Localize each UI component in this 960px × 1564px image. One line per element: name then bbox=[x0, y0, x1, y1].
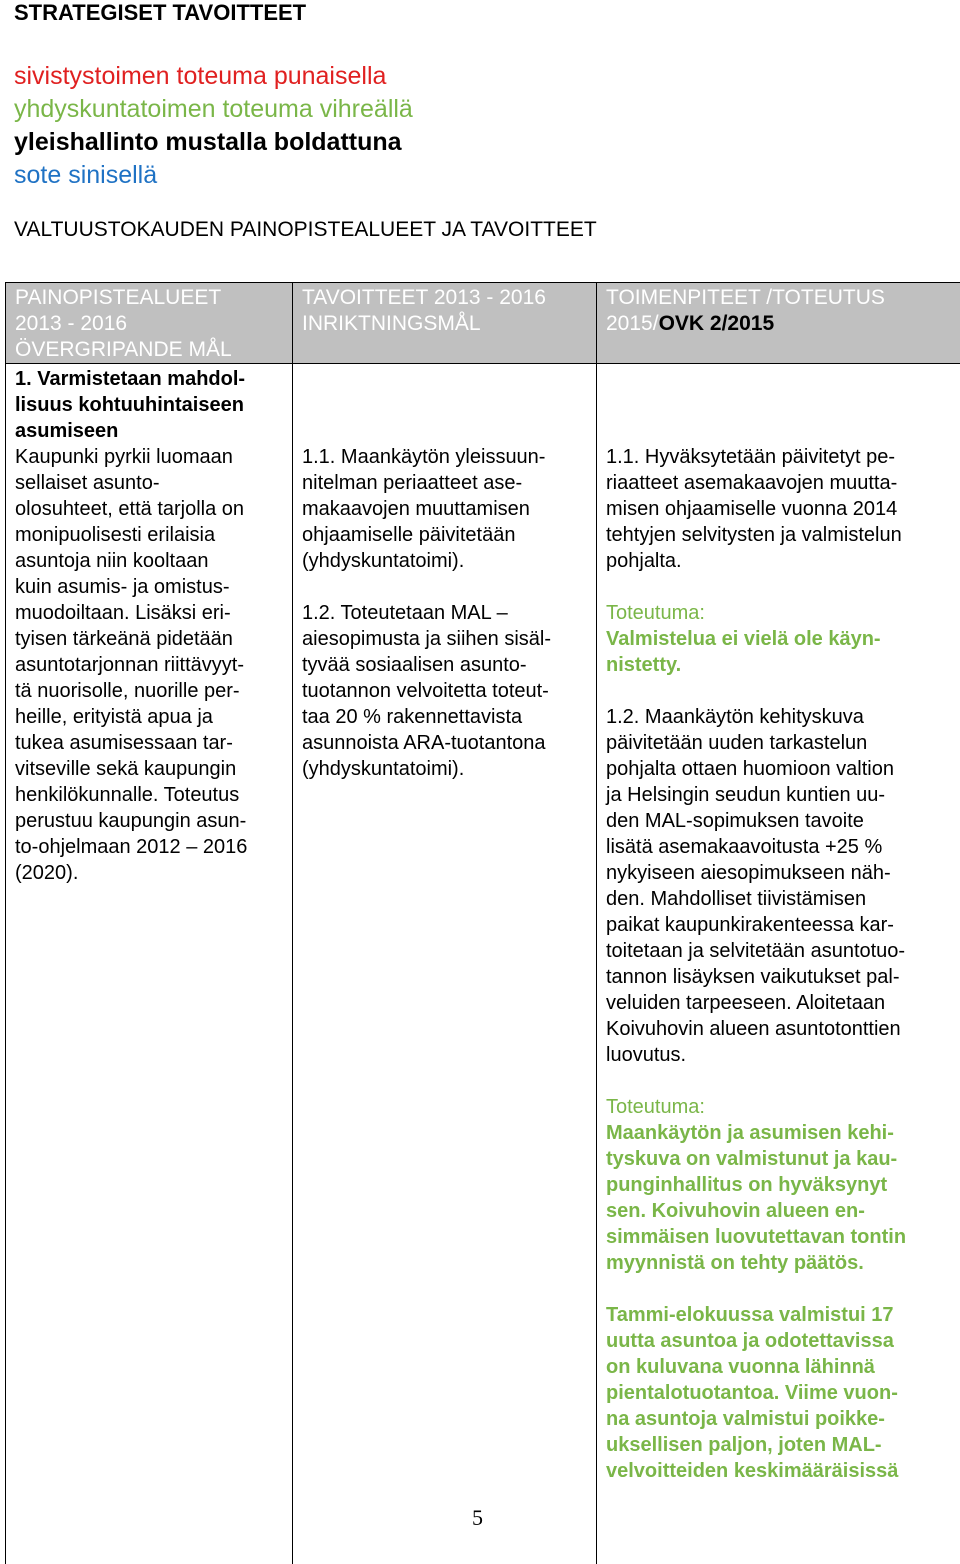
text-line: asuntoja niin kooltaan bbox=[15, 548, 286, 574]
text-line: ja Helsingin seudun kuntien uu- bbox=[606, 782, 954, 808]
text-line: päivitetään uuden tarkastelun bbox=[606, 730, 954, 756]
text-line: kuin asumis- ja omistus- bbox=[15, 574, 286, 600]
text-line: lisuus kohtuuhintaiseen bbox=[15, 392, 286, 418]
text-line: nitelman periaatteet ase- bbox=[302, 470, 590, 496]
text-line: tannon lisäyksen vaikutukset pal- bbox=[606, 964, 954, 990]
legend-line-yhdyskuntatoimi: yhdyskuntatoimen toteuma vihreällä bbox=[14, 93, 413, 126]
text-line: simmäisen luovutettavan tontin bbox=[606, 1224, 954, 1250]
header-line: PAINOPISTEALUEET bbox=[15, 285, 284, 311]
text-line: asuntotarjonnan riittävyyt- bbox=[15, 652, 286, 678]
text-line: taa 20 % rakennettavista bbox=[302, 704, 590, 730]
action-1-1 bbox=[606, 444, 954, 574]
header-line: TAVOITTEET 2013 - 2016 bbox=[302, 285, 588, 311]
action-1-2 bbox=[606, 704, 954, 1068]
cell-painopistealue bbox=[6, 364, 293, 1564]
text-line: aiesopimusta ja siihen sisäl- bbox=[302, 626, 590, 652]
text-line: Koivuhovin alueen asuntotonttien bbox=[606, 1016, 954, 1042]
header-tavoitteet bbox=[293, 283, 597, 364]
text-line: (2020). bbox=[15, 860, 286, 886]
text-line: heille, erityistä apua ja bbox=[15, 704, 286, 730]
text-line: tä nuorisolle, nuorille per- bbox=[15, 678, 286, 704]
text-line: (yhdyskuntatoimi). bbox=[302, 548, 590, 574]
text-line: makaavojen muuttamisen bbox=[302, 496, 590, 522]
header-line: TOIMENPITEET /TOTEUTUS bbox=[606, 285, 952, 311]
text-line: 1.2. Maankäytön kehityskuva bbox=[606, 704, 954, 730]
text-line: ohjaamiselle päivitetään bbox=[302, 522, 590, 548]
section-title: VALTUUSTOKAUDEN PAINOPISTEALUEET JA TAVOITTEET bbox=[14, 217, 597, 243]
toteutuma-label: Toteutuma: bbox=[606, 1094, 954, 1120]
text-line: den MAL-sopimuksen tavoite bbox=[606, 808, 954, 834]
header-toimenpiteet bbox=[597, 283, 960, 364]
text-line: sen. Koivuhovin alueen en- bbox=[606, 1198, 954, 1224]
page-number: 5 bbox=[472, 1505, 483, 1531]
text-line: pientalotuotantoa. Viime vuon- bbox=[606, 1380, 954, 1406]
header-line: INRIKTNINGSMÅL bbox=[302, 311, 588, 337]
toteutuma-housing-stats bbox=[606, 1302, 954, 1484]
header-line: ÖVERGRIPANDE MÅL bbox=[15, 337, 284, 363]
text-line: nykyiseen aiesopimukseen näh- bbox=[606, 860, 954, 886]
header-painopistealueet bbox=[6, 283, 293, 364]
table-header-row bbox=[6, 283, 960, 364]
text-line: veluiden tarpeeseen. Aloitetaan bbox=[606, 990, 954, 1016]
text-line: nistetty. bbox=[606, 652, 954, 678]
goal-heading bbox=[15, 366, 286, 444]
text-line: toitetaan ja selvitetään asuntotuo- bbox=[606, 938, 954, 964]
text-line: (yhdyskuntatoimi). bbox=[302, 756, 590, 782]
text-line: asumiseen bbox=[15, 418, 286, 444]
goals-table bbox=[5, 282, 960, 1564]
text-line: muodoiltaan. Lisäksi eri- bbox=[15, 600, 286, 626]
text-line: tehtyjen selvitysten ja valmistelun bbox=[606, 522, 954, 548]
text-line: asunnoista ARA-tuotantona bbox=[302, 730, 590, 756]
text-line: Valmistelua ei vielä ole käyn- bbox=[606, 626, 954, 652]
text-line: na asuntoja valmistui poikke- bbox=[606, 1406, 954, 1432]
objective-1-1 bbox=[302, 444, 590, 574]
header-ovk: OVK 2/2015 bbox=[659, 312, 775, 335]
legend-line-sote: sote sinisellä bbox=[14, 159, 413, 192]
text-line: henkilökunnalle. Toteutus bbox=[15, 782, 286, 808]
header-line: 2013 - 2016 bbox=[15, 311, 284, 337]
text-line: olosuhteet, että tarjolla on bbox=[15, 496, 286, 522]
toteutuma-1-1 bbox=[606, 626, 954, 678]
text-line: tyvää sosiaalisen asunto- bbox=[302, 652, 590, 678]
table-row bbox=[6, 364, 960, 1564]
toteutuma-label: Toteutuma: bbox=[606, 600, 954, 626]
text-line: uksellisen paljon, joten MAL- bbox=[606, 1432, 954, 1458]
text-line: tukea asumisessaan tar- bbox=[15, 730, 286, 756]
text-line: velvoitteiden keskimääräisissä bbox=[606, 1458, 954, 1484]
cell-toimenpiteet bbox=[597, 364, 960, 1564]
text-line: Maankäytön ja asumisen kehi- bbox=[606, 1120, 954, 1146]
text-line: uutta asuntoa ja odotettavissa bbox=[606, 1328, 954, 1354]
text-line: 1.1. Maankäytön yleissuun- bbox=[302, 444, 590, 470]
cell-tavoitteet bbox=[293, 364, 597, 1564]
text-line: vitseville sekä kaupungin bbox=[15, 756, 286, 782]
header-year: 2015/ bbox=[606, 312, 659, 335]
text-line: sellaiset asunto- bbox=[15, 470, 286, 496]
text-line: 1. Varmistetaan mahdol- bbox=[15, 366, 286, 392]
text-line: Kaupunki pyrkii luomaan bbox=[15, 444, 286, 470]
legend-line-yleishallinto: yleishallinto mustalla boldattuna bbox=[14, 126, 413, 159]
text-line: tyisen tärkeänä pidetään bbox=[15, 626, 286, 652]
text-line: tyskuva on valmistunut ja kau- bbox=[606, 1146, 954, 1172]
text-line: tuotannon velvoitetta toteut- bbox=[302, 678, 590, 704]
text-line: pohjalta ottaen huomioon valtion bbox=[606, 756, 954, 782]
text-line: misen ohjaamiselle vuonna 2014 bbox=[606, 496, 954, 522]
text-line: pohjalta. bbox=[606, 548, 954, 574]
toteutuma-1-2 bbox=[606, 1120, 954, 1276]
text-line: den. Mahdolliset tiivistämisen bbox=[606, 886, 954, 912]
text-line: monipuolisesti erilaisia bbox=[15, 522, 286, 548]
text-line: to-ohjelmaan 2012 – 2016 bbox=[15, 834, 286, 860]
text-line: luovutus. bbox=[606, 1042, 954, 1068]
goal-description bbox=[15, 444, 286, 886]
text-line: Tammi-elokuussa valmistui 17 bbox=[606, 1302, 954, 1328]
objective-1-2 bbox=[302, 600, 590, 782]
text-line: riaatteet asemakaavojen muutta- bbox=[606, 470, 954, 496]
text-line: perustuu kaupungin asun- bbox=[15, 808, 286, 834]
text-line: 1.2. Toteutetaan MAL – bbox=[302, 600, 590, 626]
text-line: on kuluvana vuonna lähinnä bbox=[606, 1354, 954, 1380]
text-line: lisätä asemakaavoitusta +25 % bbox=[606, 834, 954, 860]
legend-line-sivistystoimi: sivistystoimen toteuma punaisella bbox=[14, 60, 413, 93]
text-line: myynnistä on tehty päätös. bbox=[606, 1250, 954, 1276]
color-legend bbox=[14, 60, 413, 192]
header-line bbox=[606, 311, 952, 337]
text-line: 1.1. Hyväksytetään päivitetyt pe- bbox=[606, 444, 954, 470]
text-line: punginhallitus on hyväksynyt bbox=[606, 1172, 954, 1198]
text-line: paikat kaupunkirakenteessa kar- bbox=[606, 912, 954, 938]
page-title: STRATEGISET TAVOITTEET bbox=[14, 0, 306, 26]
